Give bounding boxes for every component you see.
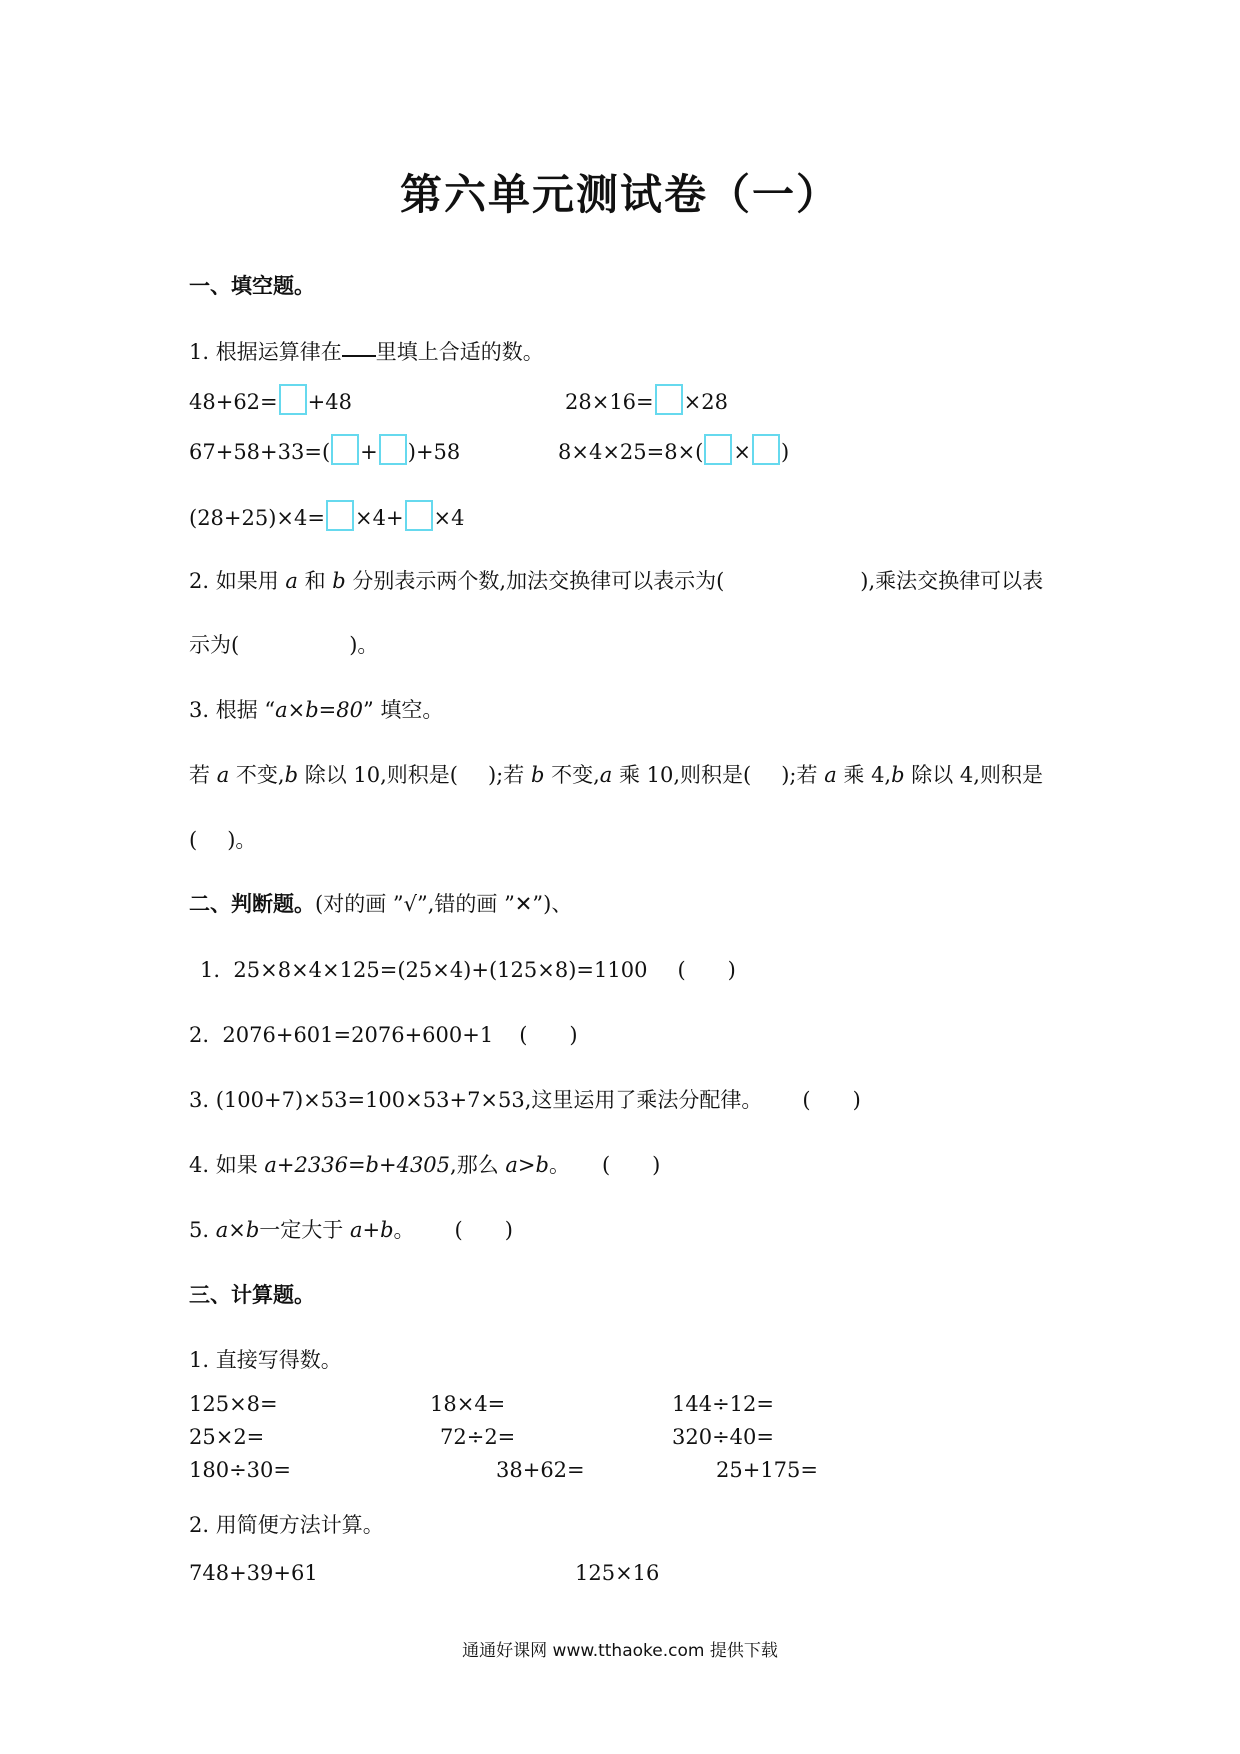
text: 5. [189,1218,216,1242]
variable-b: b [891,763,905,787]
simple-calc-item: 125×16 [575,1561,660,1585]
item-text: 25×8×4×125=(25×4)+(125×8)=1100 [233,958,648,982]
calc-q2-prompt: 2. 用简便方法计算。 [189,1513,384,1537]
oral-calc-item: 180÷30= [189,1458,291,1482]
judge-item-5 [189,1214,513,1244]
section-heading-true-false [189,888,572,918]
oral-calc-item: 38+62= [496,1458,585,1482]
answer-box[interactable] [379,434,407,465]
variable-a: a [599,763,613,787]
text: ” 填空。 [363,698,444,722]
blank-symbol [342,352,376,357]
variable-a: a [216,763,230,787]
q2-line2 [189,629,378,659]
item-text: 2076+601=2076+600+1 [222,1023,494,1047]
expr-text: 8×4×25=8×( [558,440,704,464]
variable-a: a [824,763,837,787]
text: );若 [781,763,825,787]
text: 不变, [229,763,285,787]
text: 4. 如果 [189,1153,265,1177]
q1-prompt-text-b: 里填上合适的数。 [375,340,544,364]
variable-a: a [285,569,298,593]
oral-calc-item: 320÷40= [672,1425,774,1449]
q1-prompt [189,336,544,366]
answer-box[interactable] [655,384,683,415]
q1-row2-left [189,434,460,465]
answer-box[interactable] [704,434,732,465]
q1-prompt-text-a: 1. 根据运算律在 [189,340,342,364]
variable-b: b [284,763,299,787]
text: )。 [349,633,379,657]
judge-item-4 [189,1149,660,1179]
item-number: 3. [189,1088,210,1112]
answer-parentheses[interactable]: ( ) [519,1023,578,1047]
text: 分别表示两个数,加法交换律可以表示为( [345,569,725,593]
q3-line3 [189,824,256,854]
text: 。 [393,1218,415,1242]
answer-parentheses[interactable]: ( ) [454,1218,513,1242]
text: );若 [487,763,531,787]
expr-text: 67+58+33=( [189,440,331,464]
section-heading-fill-blank: 一、填空题。 [189,274,315,298]
answer-box[interactable] [331,434,359,465]
text: 乘 4, [836,763,892,787]
item-text: (100+7)×53=100×53+7×53,这里运用了乘法分配律。 [215,1088,763,1112]
expr-text: + [360,440,378,464]
expr-text: ×28 [683,390,728,414]
simple-calc-item: 748+39+61 [189,1561,318,1585]
q3-line2 [189,759,1043,789]
judge-item-2 [189,1019,578,1049]
q1-row1-left [189,384,352,415]
answer-box[interactable] [405,500,433,531]
inequality: a>b [505,1153,549,1177]
answer-parentheses[interactable]: ( ) [601,1153,661,1177]
text: 除以 4,则积是 [904,763,1043,787]
item-number: 2. [189,1023,210,1047]
text: ( [189,828,198,852]
oral-calc-item: 144÷12= [672,1392,774,1416]
text: 一定大于 [259,1218,350,1242]
expr-text: ×4+ [354,506,404,530]
oral-calc-item: 18×4= [430,1392,506,1416]
footer-source: 通通好课网 www.tthaoke.com 提供下载 [462,1641,778,1661]
text: 3. 根据 “ [189,698,276,722]
expr-text: ×4 [433,506,465,530]
item-number: 1. [200,958,221,982]
expr-text: )+58 [407,440,461,464]
section-heading-text: 二、判断题。 [189,892,315,916]
expr-text: ) [781,440,790,464]
calc-q1-prompt: 1. 直接写得数。 [189,1348,342,1372]
q1-row1-right [565,384,728,415]
text: ),乘法交换律可以表 [860,569,1044,593]
text: 示为( [189,633,240,657]
section-heading-calculation: 三、计算题。 [189,1283,315,1307]
equation: a×b=80 [275,698,364,722]
variable-b: b [332,569,346,593]
page-title: 第六单元测试卷（一） [399,170,840,219]
equation: a+2336=b+4305 [264,1153,451,1177]
oral-calc-item: 25+175= [716,1458,818,1482]
oral-calc-item: 72÷2= [440,1425,516,1449]
expr-text: 48+62= [189,390,278,414]
q2-line1 [189,565,1043,595]
answer-box[interactable] [326,500,354,531]
expr-text: 28×16= [565,390,654,414]
q1-row2-right [558,434,789,465]
oral-calc-item: 25×2= [189,1425,265,1449]
answer-parentheses[interactable]: ( ) [802,1088,861,1112]
expression: a+b [349,1218,394,1242]
variable-b: b [530,763,545,787]
answer-parentheses[interactable]: ( ) [677,958,736,982]
answer-box[interactable] [279,384,307,415]
text: 若 [189,763,217,787]
section-instruction: (对的画 ”√”,错的画 ”✕”)、 [315,892,573,916]
expression: a×b [215,1218,260,1242]
oral-calc-item: 125×8= [189,1392,278,1416]
text: 不变, [544,763,600,787]
text: 2. 如果用 [189,569,286,593]
text: ,那么 [450,1153,506,1177]
text: 。 [548,1153,570,1177]
answer-box[interactable] [752,434,780,465]
text: 乘 10,则积是( [612,763,752,787]
text: 除以 10,则积是( [298,763,458,787]
expr-text: +48 [307,390,352,414]
q3-line1 [189,694,443,724]
expr-text: (28+25)×4= [189,506,325,530]
judge-item-1 [200,954,736,984]
q1-row3 [189,500,465,531]
judge-item-3 [189,1084,861,1114]
expr-text: × [733,440,751,464]
text: 和 [297,569,333,593]
text: )。 [227,828,257,852]
